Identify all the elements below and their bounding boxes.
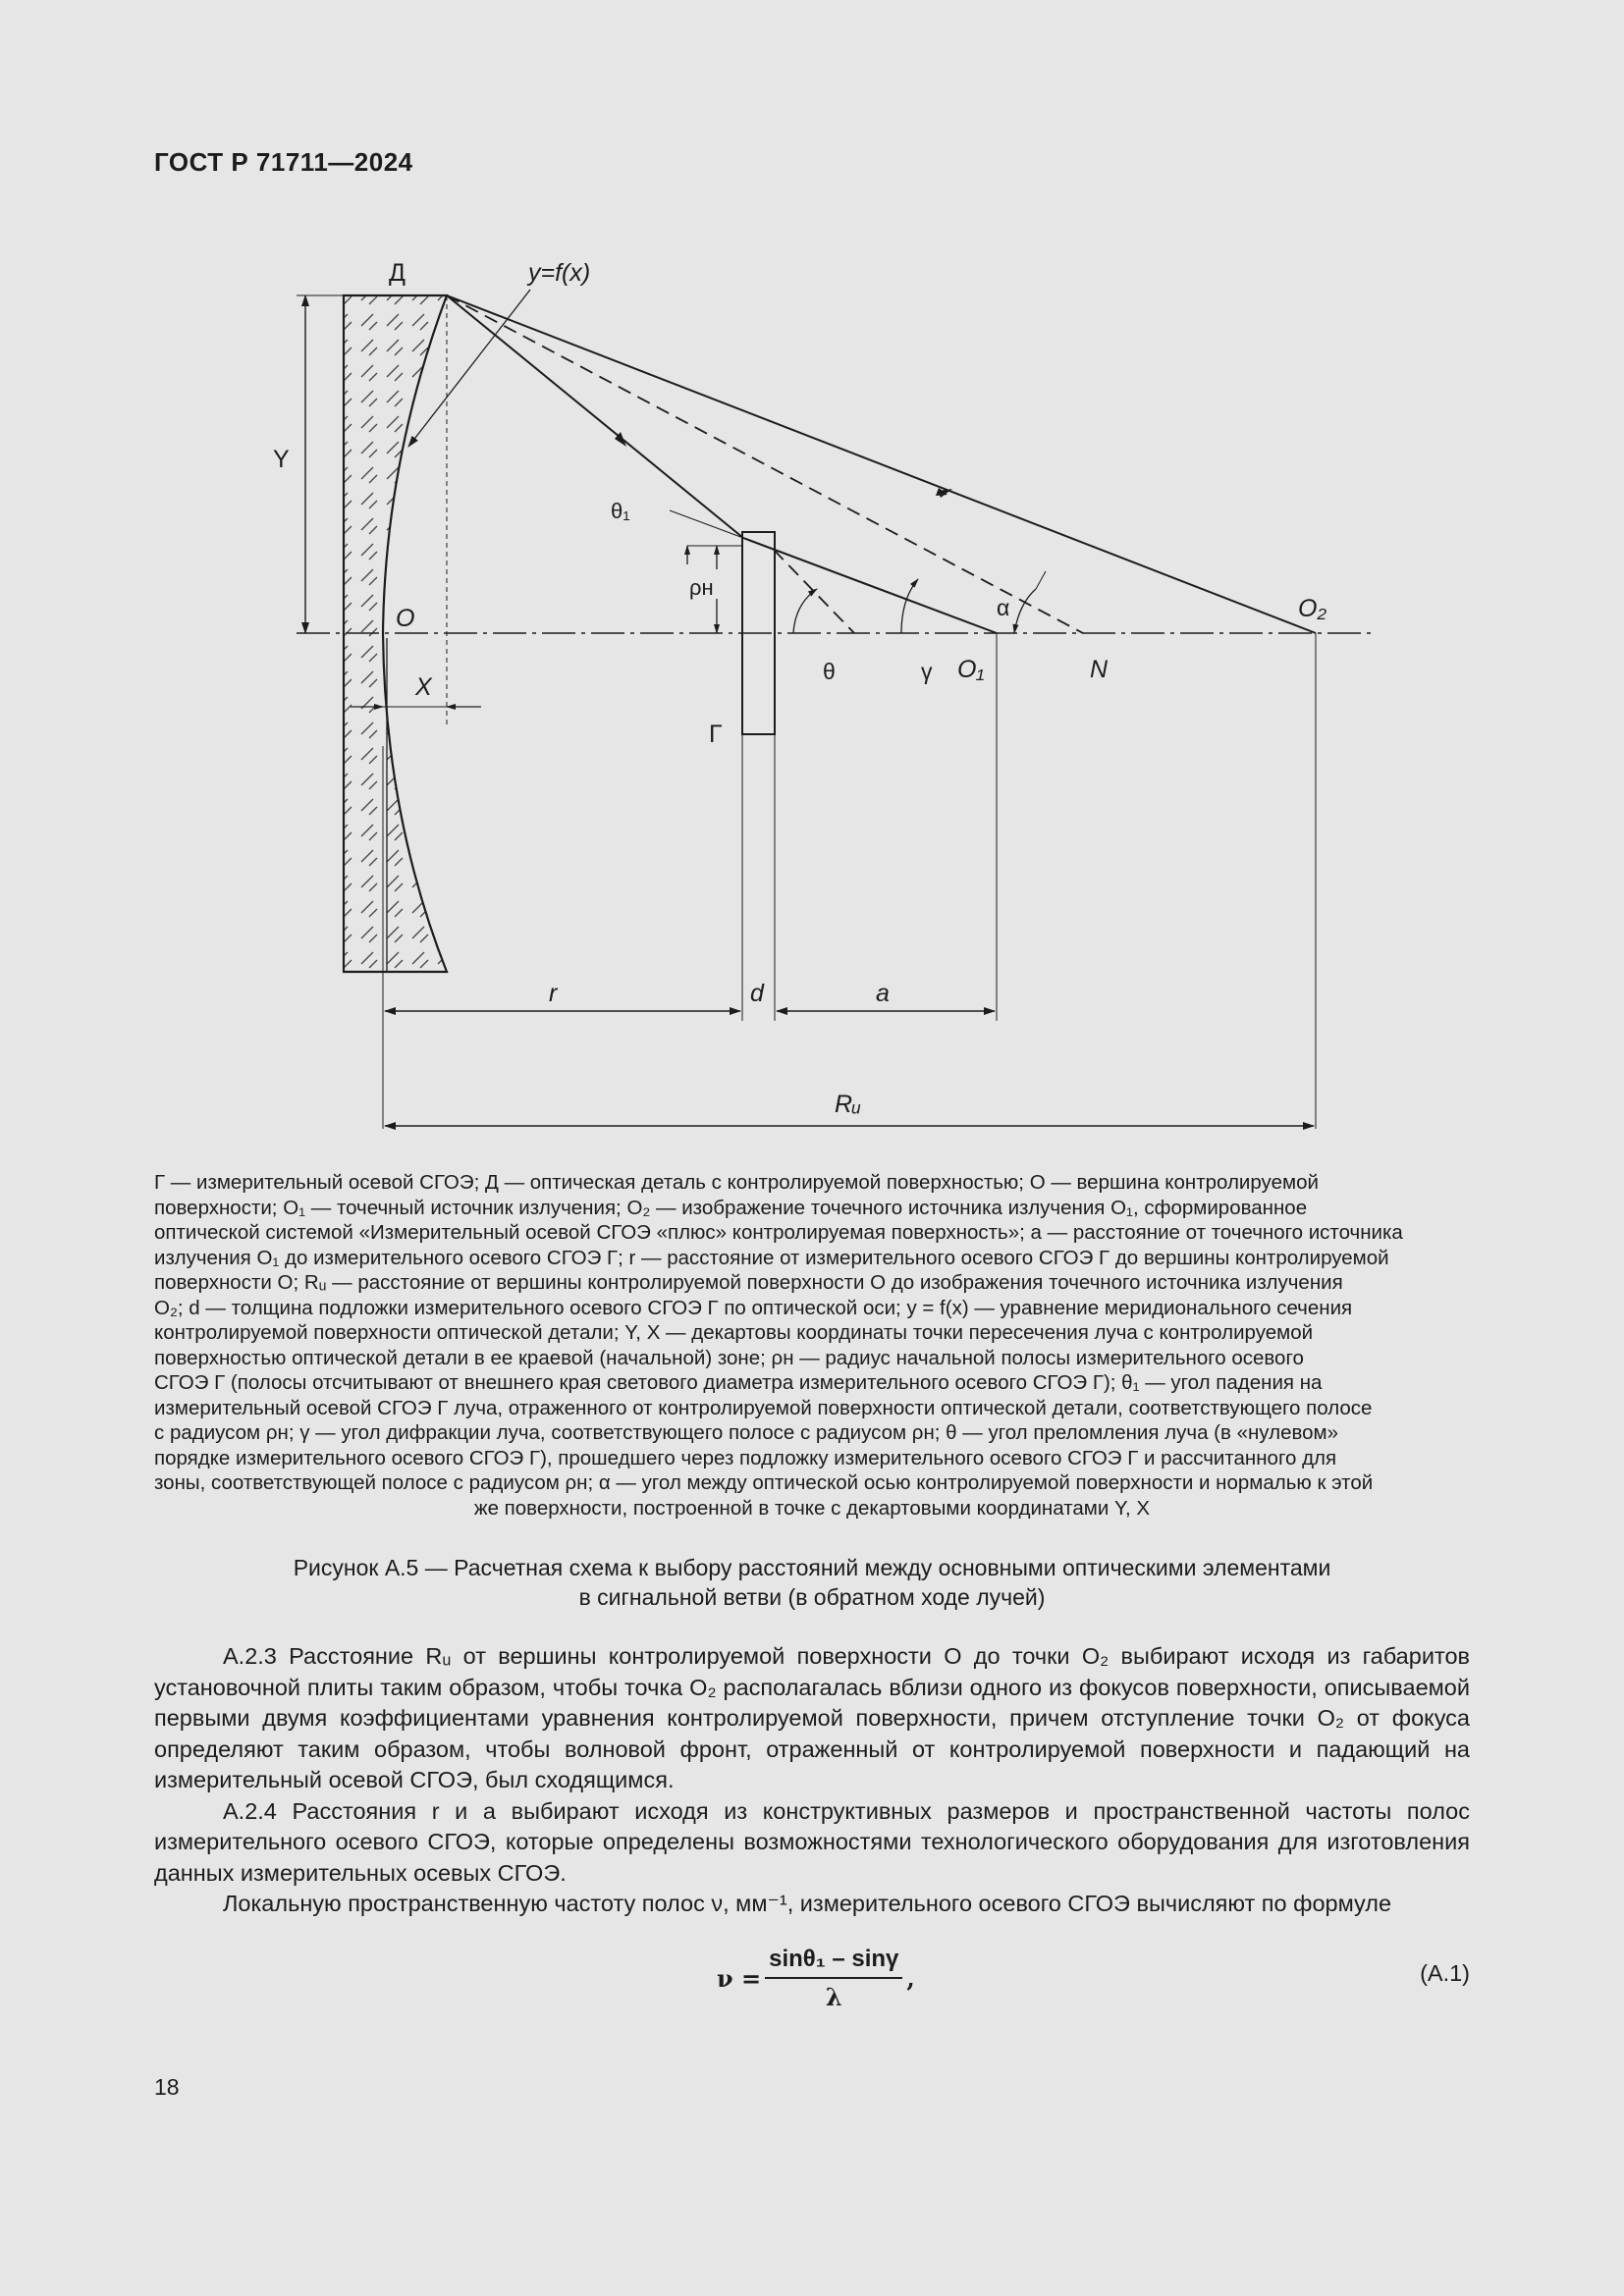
legend-line: Г — измерительный осевой СГОЭ; Д — оптическая деталь с контролируемой поверхностью; О — вершина контролируемой [154, 1171, 1319, 1194]
legend-line: поверхностью оптической детали в ее краевой (начальной) зоне; ρн — радиус начальной полосы измерительного осевого [154, 1346, 1304, 1369]
figure-caption [154, 1553, 1470, 1612]
formula-tail: , [906, 1964, 915, 1993]
page-number: 18 [154, 2074, 180, 2100]
legend-line: поверхности О; Rᵤ — расстояние от вершины контролируемой поверхности О до изображения точечного источника излучения [154, 1271, 1343, 1294]
formula-denominator: λ [825, 1983, 842, 2011]
label-theta1: θ₁ [611, 499, 630, 523]
label-d: d [750, 980, 764, 1007]
label-N: N [1090, 656, 1109, 683]
legend-line: же поверхности, построенной в точке с декартовыми координатами Y, X [473, 1496, 1151, 1520]
legend-line: СГОЭ Г (полосы отсчитывают от внешнего края светового диаметра измерительного осевого СГОЭ Г); θ₁ — угол падения на [154, 1371, 1323, 1394]
label-theta: θ [823, 659, 836, 684]
paragraph-formula-intro: Локальную пространственную частоту полос ν, мм⁻¹, измерительного осевого СГОЭ вычисляют по формуле [223, 1891, 1392, 1916]
legend-line: O₂; d — толщина подложки измерительного осевого СГОЭ Г по оптической оси; y = f(x) — уравнение меридионального сечения [154, 1296, 1353, 1319]
label-G: Г [709, 721, 723, 748]
label-r: r [549, 980, 558, 1007]
legend-line: порядке измерительного осевого СГОЭ Г), прошедшего через подложку измерительного осевого СГОЭ Г и рассчитанного для [154, 1446, 1337, 1469]
equation-number: (А.1) [1420, 1960, 1470, 1986]
formula-fraction [765, 1946, 902, 2011]
body-text [154, 1641, 1470, 1920]
legend-line: с радиусом ρн; γ — угол дифракции луча, соответствующего полосе с радиусом ρн; θ — угол преломления луча (в «нулевом» [154, 1421, 1339, 1444]
label-rho: ρн [689, 575, 714, 600]
label-alpha: α [997, 595, 1010, 620]
figure-legend [154, 1170, 1470, 1521]
legend-line: оптической системой «Измерительный осевой СГОЭ «плюс» контролируемая поверхность»; a — расстояние от точечного источника [154, 1221, 1403, 1244]
label-O2: O₂ [1298, 595, 1326, 622]
formula-a1 [717, 1946, 915, 2011]
formula-lhs: ν = [717, 1964, 762, 1993]
label-X: X [415, 673, 432, 701]
label-func: y=f(x) [528, 259, 591, 287]
paragraph-a-2-4: А.2.4 Расстояния r и a выбирают исходя из конструктивных размеров и пространственной частоты полос измерительного осевого СГОЭ, которые определены возможностями технологического оборудования для изготовления данных измерительных осевых СГОЭ. [154, 1797, 1470, 1886]
legend-line: излучения O₁ до измерительного осевого СГОЭ Г; r — расстояние от измерительного осевого СГОЭ Г до вершины контролируемой [154, 1246, 1389, 1269]
caption-line-2: в сигнальной ветви (в обратном ходе лучей) [578, 1584, 1046, 1610]
label-O1: O₁ [957, 656, 985, 683]
label-a: a [876, 980, 890, 1007]
formula-numerator: sinθ₁ – sinγ [765, 1946, 902, 1979]
legend-line: измерительный осевой СГОЭ Г луча, отраженного от контролируемой поверхности оптической детали, соответствующего полосе [154, 1396, 1373, 1419]
label-gamma: γ [921, 659, 933, 684]
label-Y: Y [273, 446, 290, 473]
paragraph-a-2-3: А.2.3 Расстояние Rᵤ от вершины контролируемой поверхности О до точки O₂ выбирают исходя из габаритов установочной плиты таким образом, чтобы точка O₂ располагалась вблизи одного из фокусов поверхности, описываемой первыми двумя коэффициентами уравнения контролируемой поверхности, причем отступление точки O₂ от фокуса определяют таким образом, чтобы волновой фронт, отраженный от контролируемой поверхности и падающий на измерительный осевой СГОЭ, был сходящимся. [154, 1643, 1470, 1792]
label-D: Д [389, 259, 406, 287]
standard-header: ГОСТ Р 71711—2024 [154, 147, 413, 177]
label-O: O [396, 605, 415, 632]
caption-line-1: Рисунок А.5 — Расчетная схема к выбору расстояний между основными оптическими элементами [293, 1555, 1331, 1580]
label-Ru: Rᵤ [835, 1091, 861, 1118]
legend-line: поверхности; O₁ — точечный источник излучения; O₂ — изображение точечного источника излучения O₁, сформированное [154, 1196, 1308, 1219]
rays [447, 295, 1316, 633]
legend-line: контролируемой поверхности оптической детали; Y, X — декартовы координаты точки пересечения луча с контролируемой [154, 1321, 1314, 1344]
legend-line: зоны, соответствующей полосе с радиусом ρн; α — угол между оптической осью контролируемой поверхности и нормалью к этой [154, 1471, 1374, 1494]
